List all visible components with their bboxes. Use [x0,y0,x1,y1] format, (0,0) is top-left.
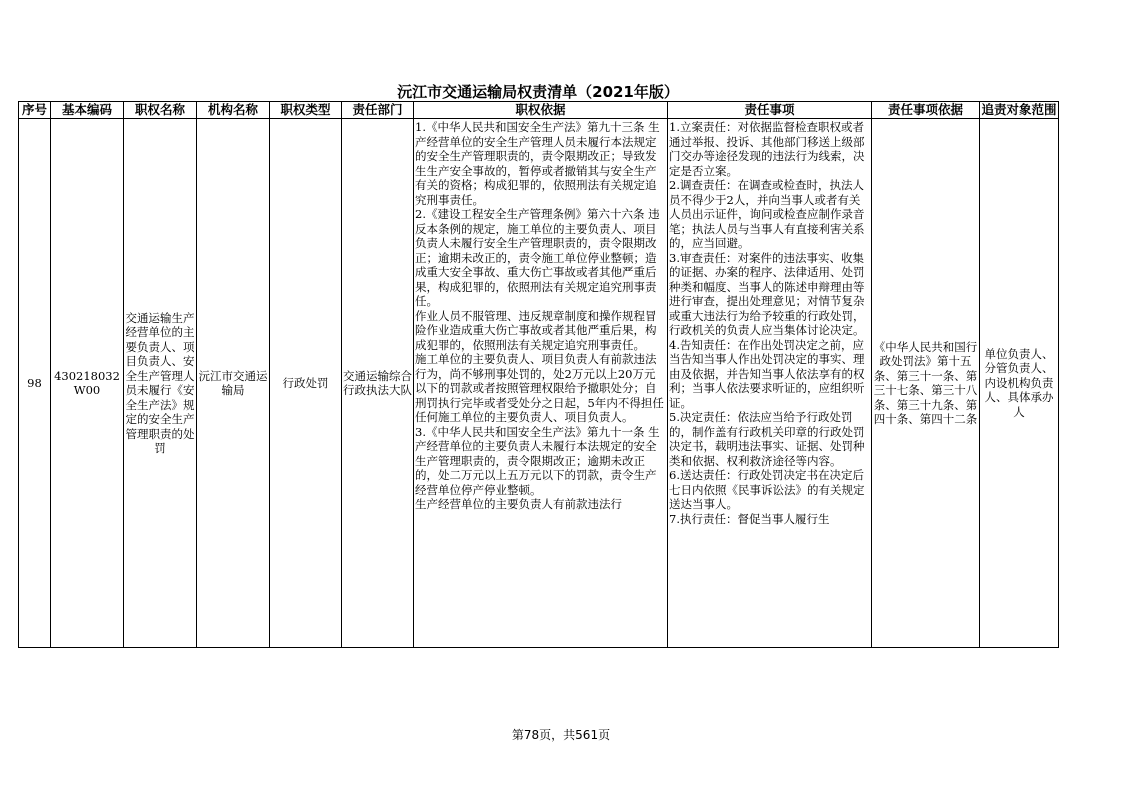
header-duties: 责任事项 [668,102,872,119]
header-name: 职权名称 [124,102,197,119]
page-title: 沅江市交通运输局权责清单（2021年版） [397,83,679,101]
header-code: 基本编码 [51,102,124,119]
table-header-row [19,102,1059,119]
basis-paragraph: 3.《中华人民共和国安全生产法》第九十一条 生产经营单位的主要负责人未履行本法规定的安全生产管理职责的，责令限期改正；逾期未改正的，处二万元以上五万元以下的罚款，责令生产经营单位停产停业整顿。 [415,424,660,497]
cell-code: 430218032W00 [51,119,124,648]
cell-dept: 交通运输综合行政执法大队 [342,119,414,648]
cell-basis [414,119,668,648]
header-org: 机构名称 [197,102,270,119]
duty-item: 7.执行责任：督促当事人履行生 [669,511,830,526]
duty-item: 6.送达责任：行政处罚决定书在决定后七日内依照《民事诉讼法》的有关规定送达当事人。 [669,468,865,511]
duty-item: 5.决定责任：依法应当给予行政处罚的，制作盖有行政机关印章的行政处罚决定书，载明违法事实、证据、处罚种类和依据、权利救济途径等内容。 [669,410,865,468]
basis-paragraph: 作业人员不服管理、违反规章制度和操作规程冒险作业造成重大伤亡事故或者其他严重后果，构成犯罪的，依照刑法有关规定追究刑事责任。 [415,308,657,352]
cell-type: 行政处罚 [270,119,342,648]
duty-item: 2.调查责任：在调查或检查时，执法人员不得少于2人，并向当事人或者有关人员出示证件，询问或检查应制作录音笔；执法人员与当事人有直接利害关系的，应当回避。 [669,178,865,250]
responsibility-table [18,101,1059,648]
header-basis: 职权依据 [414,102,668,119]
cell-seq: 98 [19,119,51,648]
duty-item: 4.告知责任：在作出处罚决定之前，应当告知当事人作出处罚决定的事实、理由及依据，并告知当事人依法享有的权利；当事人依法要求听证的，应组织听证。 [669,337,865,410]
header-seq: 序号 [19,102,51,119]
basis-paragraph: 1.《中华人民共和国安全生产法》第九十三条 生产经营单位的安全生产管理人员未履行本法规定的安全生产管理职责的，责令限期改正；导致发生生产安全事故的，暂停或者撤销其与安全生产有关的资格；构成犯罪的，依照刑法有关规定追究刑事责任。 [415,120,660,207]
cell-org: 沅江市交通运输局 [197,119,270,648]
cell-power-name: 交通运输生产经营单位的主要负责人、项目负责人、安全生产管理人员未履行《安全生产法》规定的安全生产管理职责的处罚 [124,119,197,648]
duty-item: 3.审查责任：对案件的违法事实、收集的证据、办案的程序、法律适用、处罚种类和幅度、当事人的陈述申辩理由等进行审查，提出处理意见；对情节复杂或重大违法行为给予较重的行政处罚，行政机关的负责人应当集体讨论决定。 [669,250,865,337]
table-row [19,119,1059,648]
duty-item: 1.立案责任：对依据监督检查职权或者通过举报、投诉、其他部门移送上级部门交办等途径发现的违法行为线索，决定是否立案。 [669,120,865,178]
header-accountability: 追责对象范围 [981,102,1057,117]
cell-duties [668,119,872,648]
basis-paragraph: 2.《建设工程安全生产管理条例》第六十六条 违反本条例的规定，施工单位的主要负责人、项目负责人未履行安全生产管理职责的，责令限期改正；逾期未改正的，责令施工单位停业整顿；造成重大安全事故、重大伤亡事故或者其他严重后果，构成犯罪的，依照刑法有关规定追究刑事责任。 [415,207,660,308]
cell-accountability: 单位负责人、分管负责人、内设机构负责人、具体承办人 [980,119,1059,648]
basis-paragraph: 生产经营单位的主要负责人有前款违法行 [415,497,622,511]
cell-duty-basis: 《中华人民共和国行政处罚法》第十五条、第三十一条、第三十七条、第三十八条、第三十九条、第四十条、第四十二条 [872,119,980,648]
header-duty-basis: 责任事项依据 [872,102,980,119]
header-dept: 责任部门 [342,102,414,119]
basis-paragraph: 施工单位的主要负责人、项目负责人有前款违法行为，尚不够刑事处罚的，处2万元以上20万元以下的罚款或者按照管理权限给予撤职处分；自刑罚执行完毕或者受处分之日起，5年内不得担任任何施工单位的主要负责人、项目负责人。 [415,352,664,424]
header-type: 职权类型 [270,102,342,119]
page-number: 第78页，共561页 [511,728,611,742]
